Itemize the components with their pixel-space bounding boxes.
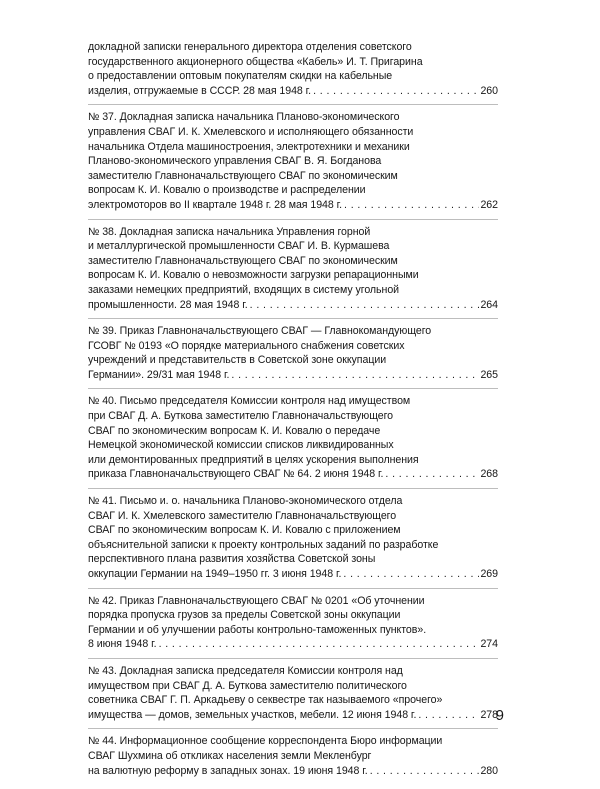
entry-line: промышленности. 28 мая 1948 г. [88,298,248,311]
entry-line: СВАГ Шухмина об откликах населения земли Мекленбург [88,749,372,762]
entry-line: советника СВАГ Г. П. Аркадьеву о секвестре так называемого «прочего» [88,694,443,707]
entry-line: № 41. Письмо и. о. начальника Планово-экономического отдела [88,495,403,508]
toc-entry [88,494,498,589]
entry-line: № 43. Докладная записка председателя Комиссии контроля над [88,664,403,677]
entry-line: или демонтированных предприятий в целях ускорения выполнения [88,453,419,466]
page-number: 280 [480,764,498,777]
dot-leader [311,84,479,99]
entry-line: Германии и об улучшении работы контрольно-таможенных пунктов». [88,623,427,636]
entry-line: и металлургической промышленности СВАГ И. В. Курмашева [88,240,390,253]
toc-entry [88,734,498,784]
entry-line: перспективного плана развития хозяйства Советской зоны [88,553,376,566]
entry-last-line [88,764,498,779]
entry-last-line [88,198,498,213]
entry-line: № 42. Приказ Главноначальствующего СВАГ № 0201 «Об уточнении [88,594,425,607]
dot-leader [229,368,479,383]
entry-line: ГСОВГ № 0193 «О порядке материального снабжения советских [88,339,405,352]
entry-last-line [88,708,498,723]
entry-line: СВАГ И. К. Хмелевского заместителю Главноначальствующего [88,509,397,522]
entry-line: Германии». 29/31 мая 1948 г. [88,368,230,381]
entry-last-line [88,567,498,582]
entry-line: изделия, отгружаемые в СССР. 28 мая 1948 г. [88,84,312,97]
entry-line: приказа Главноначальствующего СВАГ № 64. 2 июня 1948 г. [88,468,384,481]
toc-entry [88,40,498,105]
page-number: 274 [480,638,498,651]
entry-line: Планово-экономического управления СВАГ В. Я. Богданова [88,155,382,168]
entry-line: заместителю Главноначальствующего СВАГ по экономическим [88,169,398,182]
entry-line: управления СВАГ И. К. Хмелевского и исполняющего обязанности [88,125,414,138]
page-number: 265 [480,368,498,381]
entry-line: докладной записки генерального директора отделения советского [88,41,412,53]
toc-entry [88,225,498,320]
entry-line: государственного акционерного общества «Кабель» И. Т. Пригарина [88,55,423,68]
page-number: 278 [480,708,498,721]
entry-line: имущества — домов, земельных участков, мебели. 12 июня 1948 г. [88,708,417,721]
toc-entry [88,110,498,219]
entry-last-line [88,298,498,313]
table-of-contents [88,40,498,789]
entry-line: № 37. Докладная записка начальника Планово-экономического [88,111,400,124]
dot-leader [368,764,480,779]
entry-line: заказами немецких предприятий, входящих в систему угольной [88,283,400,296]
dot-leader [342,198,479,213]
page-number: 269 [480,568,498,580]
entry-line: объяснительной записки к проекту контрольных заданий по разработке [88,538,439,551]
entry-line: № 38. Докладная записка начальника Управления горной [88,225,371,238]
entry-line: на валютную реформу в западных зонах. 19 июня 1948 г. [88,764,368,777]
toc-entry [88,664,498,729]
dot-leader [416,708,479,723]
dot-leader [248,298,480,313]
entry-last-line [88,637,498,652]
entry-line: о предоставлении оптовым покупателям скидки на кабельные [88,70,393,83]
toc-entry [88,324,498,389]
entry-line: СВАГ по экономическим вопросам К. И. Ковалю с приложением [88,524,401,537]
entry-line: учреждений и представительств в Советской зоне оккупации [88,354,387,367]
entry-line: 8 июня 1948 г. [88,638,157,651]
entry-line: начальника Отдела машиностроения, электротехники и механики [88,140,410,153]
entry-line: имуществом при СВАГ Д. А. Буткова заместителю политического [88,679,407,692]
entry-last-line [88,84,498,99]
entry-line: СВАГ по экономическим вопросам К. И. Ковалю о передаче [88,424,381,437]
entry-line: при СВАГ Д. А. Буткова заместителю Главноначальствующего [88,410,394,423]
dot-leader [383,467,479,482]
toc-entry [88,394,498,489]
entry-line: электромоторов во II квартале 1948 г. 28 мая 1948 г. [88,198,343,211]
page-number: 260 [480,84,498,97]
entry-last-line [88,467,498,482]
entry-line: порядка пропуска грузов за пределы Советской зоны оккупации [88,609,401,622]
entry-line: № 39. Приказ Главноначальствующего СВАГ — Главнокомандующего [88,325,432,338]
entry-line: № 44. Информационное сообщение корреспондента Бюро информации [88,735,443,748]
dot-leader [157,637,480,652]
entry-line: вопросам К. И. Ковалю о производстве и распределении [88,184,366,197]
page-number: 268 [480,468,498,481]
dot-leader [341,567,479,582]
entry-last-line [88,368,498,383]
entry-line: заместителю Главноначальствующего СВАГ по экономическим [88,254,398,267]
entry-line: Немецкой экономической комиссии списков ликвидированных [88,439,394,452]
page-number: 264 [480,298,498,311]
entry-line: оккупации Германии на 1949–1950 гг. 3 июня 1948 г. [88,568,342,580]
entry-line: № 40. Письмо председателя Комиссии контроля над имуществом [88,395,411,408]
entry-line: вопросам К. И. Ковалю о невозможности загрузки репарационными [88,269,419,282]
page-number: 262 [480,198,498,211]
toc-entry [88,594,498,659]
folio-page-number: 9 [495,707,504,724]
